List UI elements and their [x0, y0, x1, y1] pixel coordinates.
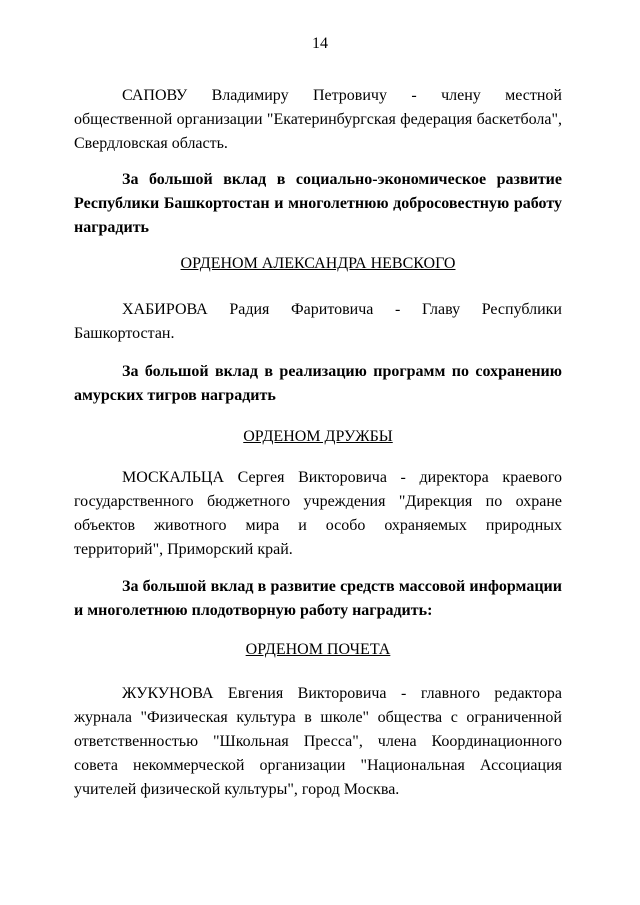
order-heading-friendship: ОРДЕНОМ ДРУЖБЫ [243, 428, 393, 445]
award-rationale-tigers: За большой вклад в реализацию программ по сохранению амурских тигров наградить [74, 363, 562, 404]
page-number: 14 [312, 35, 328, 52]
award-recipient-khabirov: ХАБИРОВА Радия Фаритовича - Главу Республики Башкортостан. [74, 301, 562, 342]
order-heading-honor: ОРДЕНОМ ПОЧЕТА [245, 641, 391, 658]
award-rationale-media: За большой вклад в развитие средств массовой информации и многолетнюю плодотворную работу наградить: [74, 578, 562, 619]
award-recipient-moskalets: МОСКАЛЬЦА Сергея Викторовича - директора краевого государственного бюджетного учреждения "Дирекция по охране объектов животного мира и особо охраняемых природных территорий", Приморский край. [74, 469, 562, 558]
award-rationale-bashkortostan: За большой вклад в социально-экономическое развитие Республики Башкортостан и многолетнюю добросовестную работу наградить [74, 171, 562, 236]
award-recipient-sapov: САПОВУ Владимиру Петровичу - члену местной общественной организации "Екатеринбургская федерация баскетбола", Свердловская область. [74, 87, 562, 152]
order-heading-alexander-nevsky: ОРДЕНОМ АЛЕКСАНДРА НЕВСКОГО [180, 255, 456, 272]
award-recipient-zhukunov: ЖУКУНОВА Евгения Викторовича - главного редактора журнала "Физическая культура в школе" общества с ограниченной ответственностью "Школьная Пресса", члена Координационного совета некоммерческой организации "Национальная Ассоциация учителей физической культуры", город Москва. [74, 685, 562, 798]
